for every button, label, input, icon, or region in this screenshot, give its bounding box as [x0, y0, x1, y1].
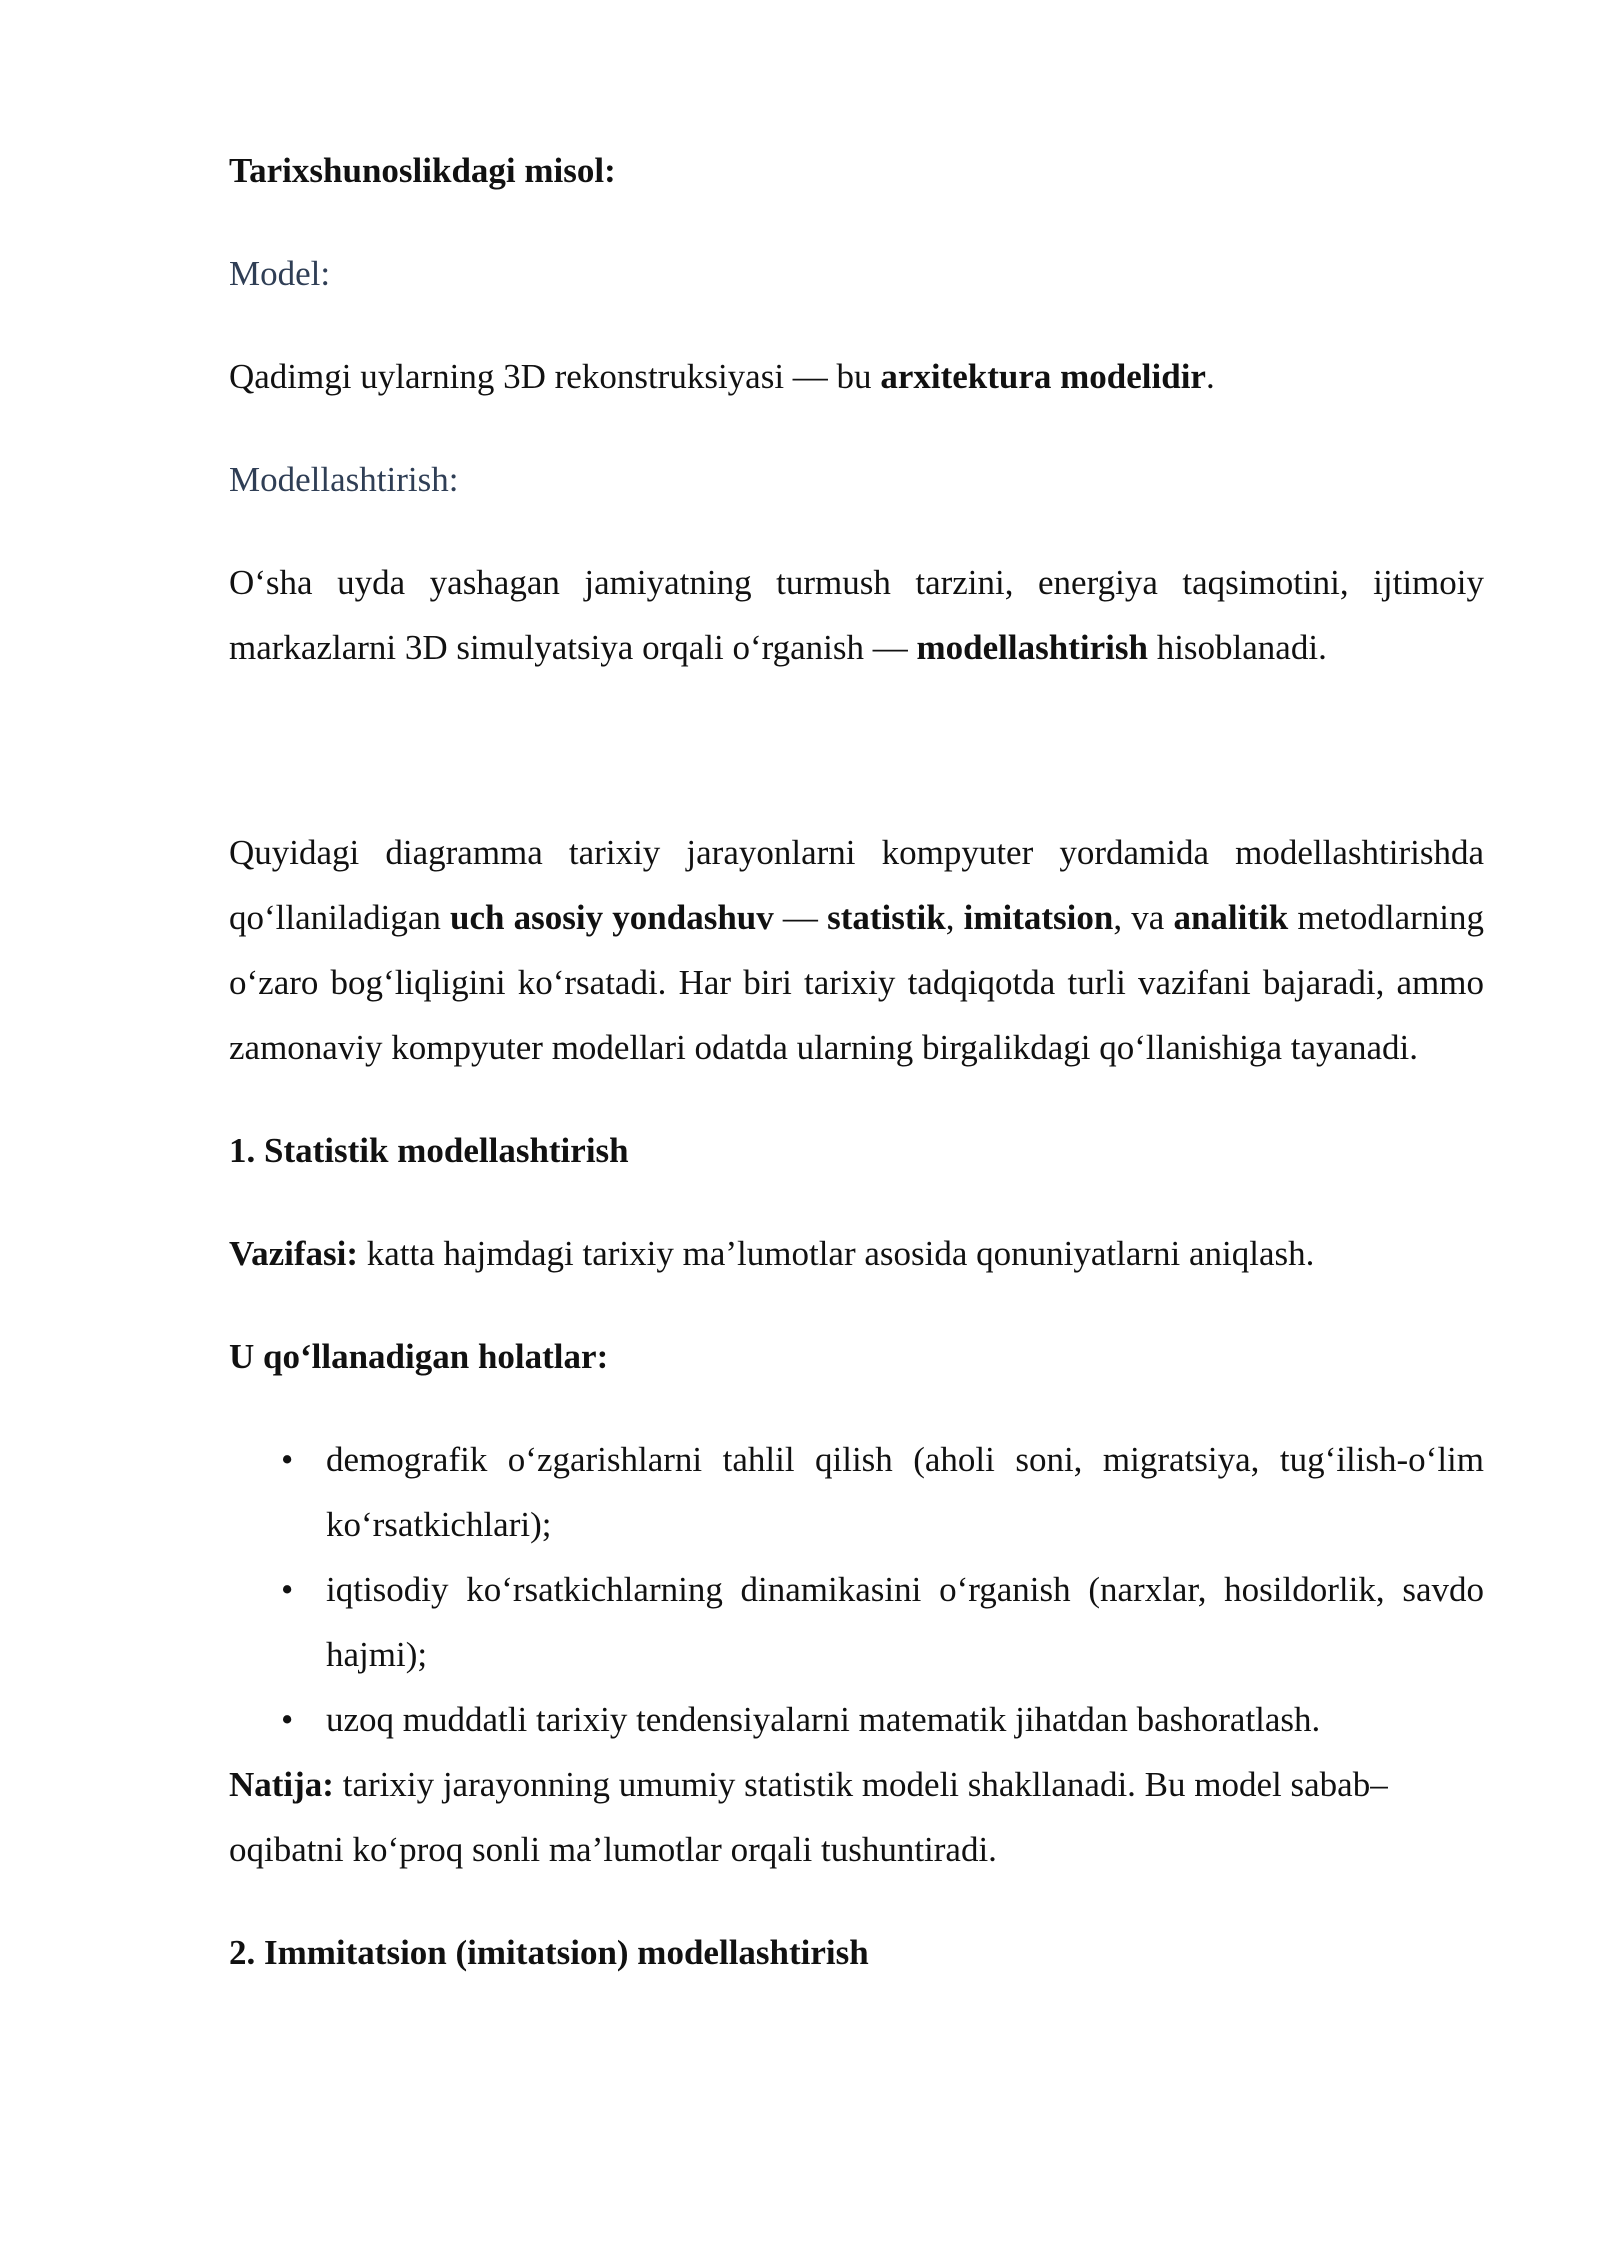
example-title: Tarixshunoslikdagi misol:: [229, 151, 616, 190]
modelling-text-pre: O‘sha uyda yashagan jamiyatning turmush tarzini, energiya taqsimotini, ijtimoiy markazlarni 3D simulyatsiya orqali o‘rganish —: [229, 563, 1484, 667]
model-heading: Model:: [229, 254, 331, 293]
model-text-bold: arxitektura modelidir: [880, 357, 1206, 396]
bullet-icon: •: [281, 1440, 294, 1479]
result-paragraph: [229, 1752, 1484, 1882]
bullet-icon: •: [281, 1570, 294, 1609]
document-page: [229, 138, 1484, 1985]
intro-bold-statistik: statistik: [827, 898, 946, 937]
task-paragraph: [229, 1221, 1484, 1286]
section2-heading: 2. Immitatsion (imitatsion) modellashtirish: [229, 1933, 869, 1972]
model-text-pre: Qadimgi uylarning 3D rekonstruksiyasi — bu: [229, 357, 881, 396]
intro-text-2: —: [773, 898, 828, 937]
task-label: Vazifasi:: [229, 1234, 358, 1273]
section1-heading: 1. Statistik modellashtirish: [229, 1131, 629, 1170]
modelling-heading: Modellashtirish:: [229, 460, 459, 499]
intro-text-5: metodlarning o‘zaro bog‘liqligini ko‘rsatadi. Har biri tarixiy tadqiqotda turli vazifani bajaradi, ammo zamonaviy kompyuter modellari odatda ularning birgalikdagi qo‘llanishiga tayanadi.: [229, 898, 1484, 1067]
list-item: [229, 1557, 1484, 1687]
modelling-paragraph: [229, 550, 1484, 680]
model-paragraph: [229, 344, 1484, 409]
intro-bold-analitik: analitik: [1173, 898, 1289, 937]
result-text: tarixiy jarayonning umumiy statistik modeli shakllanadi. Bu model sabab–oqibatni ko‘proq sonli ma’lumotlar orqali tushuntiradi.: [229, 1765, 1388, 1869]
modelling-text-post: hisoblanadi.: [1147, 628, 1327, 667]
cases-heading: U qo‘llanadigan holatlar:: [229, 1337, 609, 1376]
intro-bold-approach: uch asosiy yondashuv: [450, 898, 774, 937]
list-item-text: uzoq muddatli tarixiy tendensiyalarni matematik jihatdan bashoratlash.: [326, 1700, 1321, 1739]
cases-list: [229, 1427, 1484, 1752]
task-text: katta hajmdagi tarixiy ma’lumotlar asosida qonuniyatlarni aniqlash.: [357, 1234, 1315, 1273]
modelling-text-bold: modellashtirish: [916, 628, 1148, 667]
intro-paragraph: [229, 820, 1484, 1080]
bullet-icon: •: [281, 1700, 294, 1739]
intro-text-4: , va: [1113, 898, 1174, 937]
intro-text-1: Quyidagi diagramma tarixiy jarayonlarni kompyuter yordamida modellashtirishda qo‘llaniladigan: [229, 833, 1484, 937]
intro-bold-imitatsion: imitatsion: [963, 898, 1114, 937]
list-item: [229, 1687, 1484, 1752]
list-item-text: iqtisodiy ko‘rsatkichlarning dinamikasini o‘rganish (narxlar, hosildorlik, savdo hajmi);: [326, 1570, 1484, 1674]
model-text-post: .: [1205, 357, 1215, 396]
list-item: [229, 1427, 1484, 1557]
list-item-text: demografik o‘zgarishlarni tahlil qilish (aholi soni, migratsiya, tug‘ilish-o‘lim ko‘rsatkichlari);: [326, 1440, 1484, 1544]
intro-text-3: ,: [945, 898, 964, 937]
result-label: Natija:: [229, 1765, 334, 1804]
